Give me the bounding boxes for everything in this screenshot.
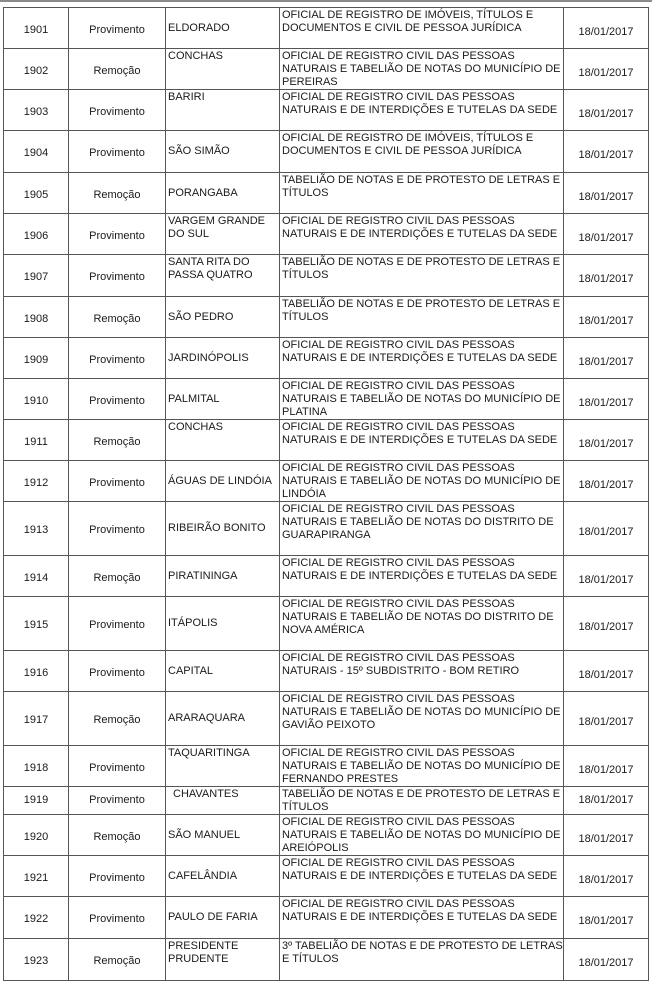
date-cell: 18/01/2017 xyxy=(564,746,649,787)
delegation-number-cell: 1918 xyxy=(4,746,69,787)
delegation-number-cell: 1901 xyxy=(4,8,69,49)
municipality-cell: RIBEIRÃO BONITO xyxy=(166,502,280,556)
date-cell: 18/01/2017 xyxy=(564,338,649,379)
criterion-cell: Remoção xyxy=(69,556,166,597)
criterion-cell: Provimento xyxy=(69,461,166,502)
delegation-number-cell: 1920 xyxy=(4,815,69,856)
date-cell: 18/01/2017 xyxy=(564,131,649,173)
date-cell: 18/01/2017 xyxy=(564,856,649,897)
delegation-number-cell: 1915 xyxy=(4,597,69,651)
criterion-cell: Remoção xyxy=(69,49,166,90)
service-cell: TABELIÃO DE NOTAS E DE PROTESTO DE LETRAS E TÍTULOS xyxy=(280,297,564,338)
service-cell: TABELIÃO DE NOTAS E DE PROTESTO DE LETRAS E TÍTULOS xyxy=(280,255,564,297)
service-cell: OFICIAL DE REGISTRO CIVIL DAS PESSOAS NATURAIS E TABELIÃO DE NOTAS DO MUNICÍPIO DE PEREIRAS xyxy=(280,49,564,90)
criterion-cell: Provimento xyxy=(69,131,166,173)
municipality-cell: PORANGABA xyxy=(166,173,280,214)
criterion-cell: Provimento xyxy=(69,897,166,939)
delegation-number-cell: 1917 xyxy=(4,692,69,746)
table-row xyxy=(4,379,649,420)
service-cell: OFICIAL DE REGISTRO CIVIL DAS PESSOAS NATURAIS E DE INTERDIÇÕES E TUTELAS DA SEDE xyxy=(280,90,564,131)
municipality-cell: PRESIDENTE PRUDENTE xyxy=(166,939,280,981)
delegation-number-cell: 1907 xyxy=(4,255,69,297)
criterion-cell: Provimento xyxy=(69,379,166,420)
table-row xyxy=(4,692,649,746)
delegation-number-cell: 1908 xyxy=(4,297,69,338)
date-cell: 18/01/2017 xyxy=(564,173,649,214)
municipality-cell: ARARAQUARA xyxy=(166,692,280,746)
date-cell: 18/01/2017 xyxy=(564,90,649,131)
municipality-cell: JARDINÓPOLIS xyxy=(166,338,280,379)
date-cell: 18/01/2017 xyxy=(564,379,649,420)
table-row xyxy=(4,297,649,338)
criterion-cell: Provimento xyxy=(69,597,166,651)
criterion-cell: Provimento xyxy=(69,214,166,255)
table-body xyxy=(4,8,649,981)
date-cell: 18/01/2017 xyxy=(564,897,649,939)
criterion-cell: Remoção xyxy=(69,173,166,214)
criterion-cell: Remoção xyxy=(69,692,166,746)
service-cell: OFICIAL DE REGISTRO CIVIL DAS PESSOAS NATURAIS E TABELIÃO DE NOTAS DO MUNICÍPIO DE PLATINA xyxy=(280,379,564,420)
criterion-cell: Remoção xyxy=(69,939,166,981)
delegation-number-cell: 1916 xyxy=(4,651,69,692)
municipality-cell: CAPITAL xyxy=(166,651,280,692)
municipality-cell: VARGEM GRANDE DO SUL xyxy=(166,214,280,255)
table-row xyxy=(4,746,649,787)
table-row xyxy=(4,787,649,815)
date-cell: 18/01/2017 xyxy=(564,297,649,338)
table-row xyxy=(4,597,649,651)
municipality-cell: SANTA RITA DO PASSA QUATRO xyxy=(166,255,280,297)
date-cell: 18/01/2017 xyxy=(564,502,649,556)
service-cell: 3º TABELIÃO DE NOTAS E DE PROTESTO DE LETRAS E TÍTULOS xyxy=(280,939,564,981)
municipality-cell: CAFELÂNDIA xyxy=(166,856,280,897)
municipality-cell: SÃO SIMÃO xyxy=(166,131,280,173)
table-row xyxy=(4,815,649,856)
service-cell: TABELIÃO DE NOTAS E DE PROTESTO DE LETRAS E TÍTULOS xyxy=(280,173,564,214)
date-cell: 18/01/2017 xyxy=(564,651,649,692)
criterion-cell: Provimento xyxy=(69,90,166,131)
municipality-cell: TAQUARITINGA xyxy=(166,746,280,787)
table-row xyxy=(4,49,649,90)
date-cell: 18/01/2017 xyxy=(564,692,649,746)
date-cell: 18/01/2017 xyxy=(564,8,649,49)
service-cell: OFICIAL DE REGISTRO CIVIL DAS PESSOAS NATURAIS E DE INTERDIÇÕES E TUTELAS DA SEDE xyxy=(280,856,564,897)
table-row xyxy=(4,255,649,297)
criterion-cell: Provimento xyxy=(69,255,166,297)
service-cell: OFICIAL DE REGISTRO DE IMÓVEIS, TÍTULOS E DOCUMENTOS E CIVIL DE PESSOA JURÍDICA xyxy=(280,131,564,173)
table-row xyxy=(4,502,649,556)
service-cell: OFICIAL DE REGISTRO CIVIL DAS PESSOAS NATURAIS E DE INTERDIÇÕES E TUTELAS DA SEDE xyxy=(280,897,564,939)
table-row xyxy=(4,939,649,981)
date-cell: 18/01/2017 xyxy=(564,214,649,255)
date-cell: 18/01/2017 xyxy=(564,461,649,502)
service-cell: OFICIAL DE REGISTRO CIVIL DAS PESSOAS NATURAIS E DE INTERDIÇÕES E TUTELAS DA SEDE xyxy=(280,420,564,461)
municipality-cell: CONCHAS xyxy=(166,420,280,461)
date-cell: 18/01/2017 xyxy=(564,49,649,90)
delegation-number-cell: 1905 xyxy=(4,173,69,214)
date-cell: 18/01/2017 xyxy=(564,420,649,461)
table-row xyxy=(4,173,649,214)
criterion-cell: Provimento xyxy=(69,338,166,379)
table-row xyxy=(4,338,649,379)
criterion-cell: Provimento xyxy=(69,787,166,815)
delegation-number-cell: 1914 xyxy=(4,556,69,597)
service-cell: TABELIÃO DE NOTAS E DE PROTESTO DE LETRAS E TÍTULOS xyxy=(280,787,564,815)
criterion-cell: Remoção xyxy=(69,297,166,338)
municipality-cell: PAULO DE FARIA xyxy=(166,897,280,939)
date-cell: 18/01/2017 xyxy=(564,939,649,981)
date-cell: 18/01/2017 xyxy=(564,815,649,856)
service-cell: OFICIAL DE REGISTRO CIVIL DAS PESSOAS NATURAIS E TABELIÃO DE NOTAS DO MUNICÍPIO DE FERNANDO PRESTES xyxy=(280,746,564,787)
municipality-cell: BARIRI xyxy=(166,90,280,131)
criterion-cell: Provimento xyxy=(69,651,166,692)
municipality-cell: SÃO MANUEL xyxy=(166,815,280,856)
criterion-cell: Provimento xyxy=(69,856,166,897)
delegation-number-cell: 1923 xyxy=(4,939,69,981)
delegation-number-cell: 1919 xyxy=(4,787,69,815)
table-row xyxy=(4,856,649,897)
date-cell: 18/01/2017 xyxy=(564,597,649,651)
service-cell: OFICIAL DE REGISTRO DE IMÓVEIS, TÍTULOS E DOCUMENTOS E CIVIL DE PESSOA JURÍDICA xyxy=(280,8,564,49)
delegation-number-cell: 1922 xyxy=(4,897,69,939)
date-cell: 18/01/2017 xyxy=(564,255,649,297)
municipality-cell: ELDORADO xyxy=(166,8,280,49)
table-row xyxy=(4,461,649,502)
delegation-number-cell: 1906 xyxy=(4,214,69,255)
municipality-cell: CONCHAS xyxy=(166,49,280,90)
delegation-number-cell: 1904 xyxy=(4,131,69,173)
service-cell: OFICIAL DE REGISTRO CIVIL DAS PESSOAS NATURAIS E TABELIÃO DE NOTAS DO DISTRITO DE GUARAPIRANGA xyxy=(280,502,564,556)
table-row xyxy=(4,131,649,173)
criterion-cell: Provimento xyxy=(69,502,166,556)
delegation-number-cell: 1910 xyxy=(4,379,69,420)
date-cell: 18/01/2017 xyxy=(564,787,649,815)
delegation-number-cell: 1912 xyxy=(4,461,69,502)
page-top-rule xyxy=(0,0,652,2)
delegation-number-cell: 1911 xyxy=(4,420,69,461)
service-cell: OFICIAL DE REGISTRO CIVIL DAS PESSOAS NATURAIS E DE INTERDIÇÕES E TUTELAS DA SEDE xyxy=(280,338,564,379)
municipality-cell: PALMITAL xyxy=(166,379,280,420)
delegation-number-cell: 1913 xyxy=(4,502,69,556)
delegation-number-cell: 1903 xyxy=(4,90,69,131)
date-cell: 18/01/2017 xyxy=(564,556,649,597)
criterion-cell: Remoção xyxy=(69,420,166,461)
table-row xyxy=(4,8,649,49)
table-row xyxy=(4,651,649,692)
municipality-cell: ÁGUAS DE LINDÓIA xyxy=(166,461,280,502)
criterion-cell: Remoção xyxy=(69,815,166,856)
service-cell: OFICIAL DE REGISTRO CIVIL DAS PESSOAS NATURAIS E TABELIÃO DE NOTAS DO MUNICÍPIO DE LINDÓIA xyxy=(280,461,564,502)
criterion-cell: Provimento xyxy=(69,746,166,787)
municipality-cell: ITÁPOLIS xyxy=(166,597,280,651)
table-row xyxy=(4,214,649,255)
service-cell: OFICIAL DE REGISTRO CIVIL DAS PESSOAS NATURAIS E TABELIÃO DE NOTAS DO DISTRITO DE NOVA AMÉRICA xyxy=(280,597,564,651)
service-cell: OFICIAL DE REGISTRO CIVIL DAS PESSOAS NATURAIS E TABELIÃO DE NOTAS DO MUNICÍPIO DE AREIÓPOLIS xyxy=(280,815,564,856)
table-row xyxy=(4,90,649,131)
delegation-number-cell: 1909 xyxy=(4,338,69,379)
table-row xyxy=(4,897,649,939)
municipality-cell: CHAVANTES xyxy=(166,787,280,815)
municipality-cell: SÃO PEDRO xyxy=(166,297,280,338)
delegation-number-cell: 1902 xyxy=(4,49,69,90)
delegations-table xyxy=(3,7,649,981)
service-cell: OFICIAL DE REGISTRO CIVIL DAS PESSOAS NATURAIS - 15º SUBDISTRITO - BOM RETIRO xyxy=(280,651,564,692)
delegation-number-cell: 1921 xyxy=(4,856,69,897)
table-row xyxy=(4,420,649,461)
service-cell: OFICIAL DE REGISTRO CIVIL DAS PESSOAS NATURAIS E TABELIÃO DE NOTAS DO MUNICÍPIO DE GAVIÃO PEIXOTO xyxy=(280,692,564,746)
service-cell: OFICIAL DE REGISTRO CIVIL DAS PESSOAS NATURAIS E DE INTERDIÇÕES E TUTELAS DA SEDE xyxy=(280,214,564,255)
municipality-cell: PIRATININGA xyxy=(166,556,280,597)
service-cell: OFICIAL DE REGISTRO CIVIL DAS PESSOAS NATURAIS E DE INTERDIÇÕES E TUTELAS DA SEDE xyxy=(280,556,564,597)
table-row xyxy=(4,556,649,597)
criterion-cell: Provimento xyxy=(69,8,166,49)
